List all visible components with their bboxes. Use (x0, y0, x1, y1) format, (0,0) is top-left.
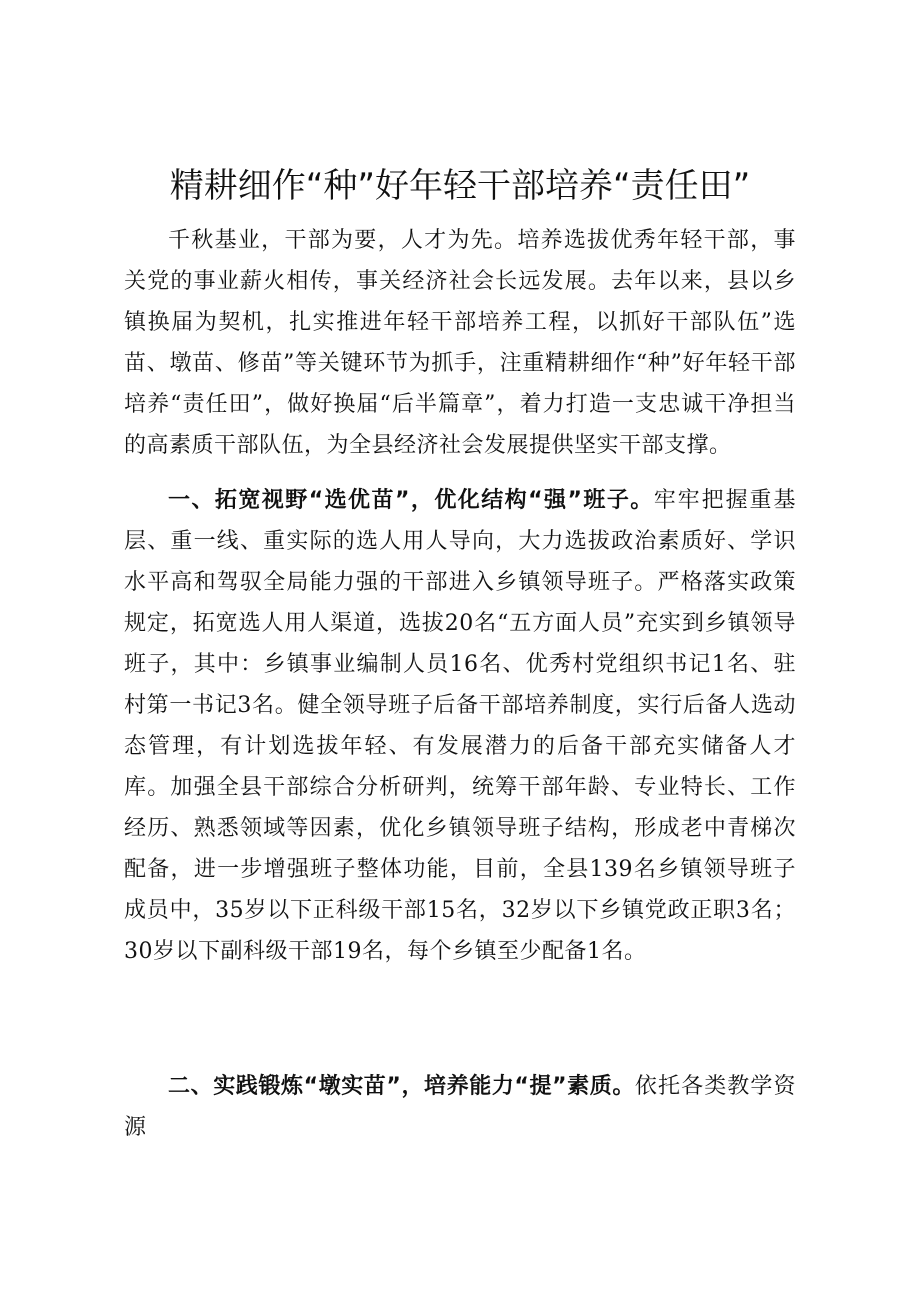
document-title: 精耕细作“种”好年轻干部培养“责任田” (169, 166, 751, 206)
paragraph-section-one (124, 480, 796, 972)
paragraph-intro (124, 220, 796, 466)
paragraph-section-two (124, 1066, 796, 1148)
section-one-text: 牢牢把握重基层、重一线、重实际的选人用人导向，大力选拔政治素质好、学识水平高和驾驭全局能力强的干部进入乡镇领导班子。严格落实政策规定，拓宽选人用人渠道，选拔20名“五方面人员”充实到乡镇领导班子，其中：乡镇事业编制人员16名、优秀村党组织书记1名、驻村第一书记3名。健全领导班子后备干部培养制度，实行后备人选动态管理，有计划选拔年轻、有发展潜力的后备干部充实储备人才库。加强全县干部综合分析研判，统筹干部年龄、专业特长、工作经历、熟悉领域等因素，优化乡镇领导班子结构，形成老中青梯次配备，进一步增强班子整体功能，目前，全县139名乡镇领导班子成员中，35岁以下正科级干部15名，32岁以下乡镇党政正职3名；30岁以下副科级干部19名，每个乡镇至少配备1名。 (124, 488, 796, 964)
section-two-text: 依托各类教学资源 (124, 1074, 796, 1140)
section-one-heading: 一、拓宽视野“选优苗”，优化结构“强”班子。 (168, 488, 654, 513)
section-two-heading: 二、实践锻炼“墩实苗”，培养能力“提”素质。 (168, 1074, 635, 1099)
paragraph-intro-text: 千秋基业，干部为要，人才为先。培养选拔优秀年轻干部，事关党的事业薪火相传，事关经济社会长远发展。去年以来，县以乡镇换届为契机，扎实推进年轻干部培养工程，以抓好干部队伍”选苗、墩苗、修苗”等关键环节为抓手，注重精耕细作“种”好年轻干部培养“责任田”，做好换届“后半篇章”，着力打造一支忠诚干净担当的高素质干部队伍，为全县经济社会发展提供坚实干部支撑。 (124, 228, 796, 458)
